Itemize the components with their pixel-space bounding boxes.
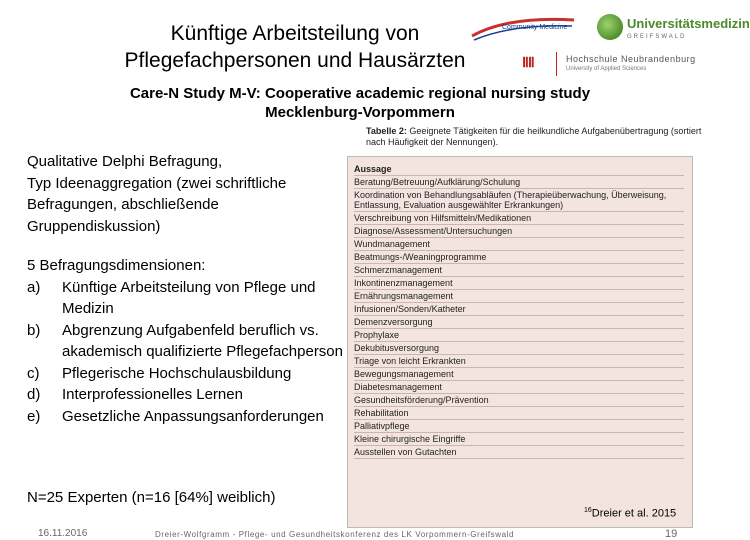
citation-text: Dreier et al. 2015 <box>591 507 677 520</box>
table-body <box>354 163 684 459</box>
list-marker: b) <box>27 321 41 339</box>
footer-date: 16.11.2016 <box>38 528 88 539</box>
table-row: Infusionen/Sonden/Katheter <box>354 303 684 316</box>
hsnb-name: Hochschule Neubrandenburg <box>566 54 696 64</box>
method-line3: Befragungen, abschließende <box>27 196 219 213</box>
table-caption-text: Geeignete Tätigkeiten für die heilkundliche Aufgabenübertragung (sortiert nach Häufigkeit der Nennungen). <box>366 126 702 147</box>
table-row: Kleine chirurgische Eingriffe <box>354 433 684 446</box>
list-text: Pflegerische Hochschulausbildung <box>62 364 292 382</box>
table-row: Ernährungsmanagement <box>354 290 684 303</box>
table-row: Koordination von Behandlungsabläufen (Therapieüberwachung, Überweisung, Entlassung, Evaluation ausgewählter Erkrankungen) <box>354 189 684 212</box>
community-medicine-logo <box>468 14 578 44</box>
list-item <box>27 320 357 363</box>
list-text: Gesetzliche Anpassungsanforderungen <box>62 407 324 425</box>
citation-number: 16 <box>584 507 592 514</box>
page-number: 19 <box>665 528 678 540</box>
list-item <box>27 363 357 385</box>
study-subtitle-line1: Care-N Study M-V: Cooperative academic regional nursing study <box>129 85 591 102</box>
list-text: Künftige Arbeitsteilung von Pflege und Medizin <box>62 278 316 317</box>
table-header: Aussage <box>354 163 684 176</box>
table-row: Palliativpflege <box>354 420 684 433</box>
footer-presenter: Dreier-Wolfgramm - Pflege- und Gesundheitskonferenz des LK Vorpommern-Greifswald <box>155 530 515 539</box>
dimensions-block <box>27 255 357 427</box>
table-row: Gesundheitsförderung/Prävention <box>354 394 684 407</box>
table-row: Rehabilitation <box>354 407 684 420</box>
method-line1: Qualitative Delphi Befragung, <box>27 153 223 170</box>
list-marker: a) <box>27 278 41 296</box>
dimensions-list <box>27 277 357 428</box>
experts-count: N=25 Experten (n=16 [64%] weiblich) <box>27 489 276 506</box>
hsnb-separator <box>556 52 557 76</box>
table-row: Wundmanagement <box>354 238 684 251</box>
hsnb-sub: University of Applied Sciences <box>566 66 647 72</box>
method-paragraph <box>27 151 357 237</box>
method-line4: Gruppendiskussion) <box>27 217 161 235</box>
hsnb-mark-icon: ⅡⅡ <box>522 54 534 70</box>
table-row: Bewegungsmanagement <box>354 368 684 381</box>
umg-globe-icon <box>597 14 623 40</box>
table-row: Demenzversorgung <box>354 316 684 329</box>
list-marker: e) <box>27 407 41 425</box>
table-row: Beatmungs-/Weaningprogramme <box>354 251 684 264</box>
study-subtitle <box>40 84 680 122</box>
table-caption <box>366 126 706 148</box>
table-row: Ausstellen von Gutachten <box>354 446 684 459</box>
table-row: Diabetesmanagement <box>354 381 684 394</box>
community-medicine-text: Community Medicine <box>502 24 568 31</box>
logo-area <box>462 6 750 84</box>
table-row: Verschreibung von Hilfsmitteln/Medikationen <box>354 212 684 225</box>
list-item <box>27 384 357 406</box>
citation <box>584 507 676 520</box>
list-marker: c) <box>27 364 40 382</box>
method-line2: Typ Ideenaggregation (zwei schriftliche <box>27 174 287 192</box>
study-subtitle-line2: Mecklenburg-Vorpommern <box>265 104 455 121</box>
activities-table <box>347 156 693 528</box>
table-row: Triage von leicht Erkrankten <box>354 355 684 368</box>
table-caption-label: Tabelle 2: <box>366 126 407 136</box>
umg-sub: GREIFSWALD <box>627 34 687 40</box>
slide-title-line2: Pflegefachpersonen und Hausärzten <box>124 49 466 72</box>
slide-title-line1: Künftige Arbeitsteilung von <box>170 22 420 45</box>
table-row: Inkontinenzmanagement <box>354 277 684 290</box>
slide-title <box>60 20 530 74</box>
table-row: Schmerzmanagement <box>354 264 684 277</box>
table-row: Beratung/Betreuung/Aufklärung/Schulung <box>354 176 684 189</box>
table-row: Diagnose/Assessment/Untersuchungen <box>354 225 684 238</box>
list-item <box>27 277 357 320</box>
universitaetsmedizin-logo <box>597 10 750 50</box>
table-row: Dekubitusversorgung <box>354 342 684 355</box>
list-text: Abgrenzung Aufgabenfeld beruflich vs. akademisch qualifizierte Pflegefachperson <box>62 321 343 360</box>
table-row: Prophylaxe <box>354 329 684 342</box>
dimensions-heading: 5 Befragungsdimensionen: <box>27 257 206 274</box>
hochschule-neubrandenburg-logo <box>522 50 712 80</box>
list-item <box>27 406 357 428</box>
umg-name: Universitätsmedizin <box>627 16 750 31</box>
list-marker: d) <box>27 386 41 403</box>
list-text: Interprofessionelles Lernen <box>62 386 243 403</box>
